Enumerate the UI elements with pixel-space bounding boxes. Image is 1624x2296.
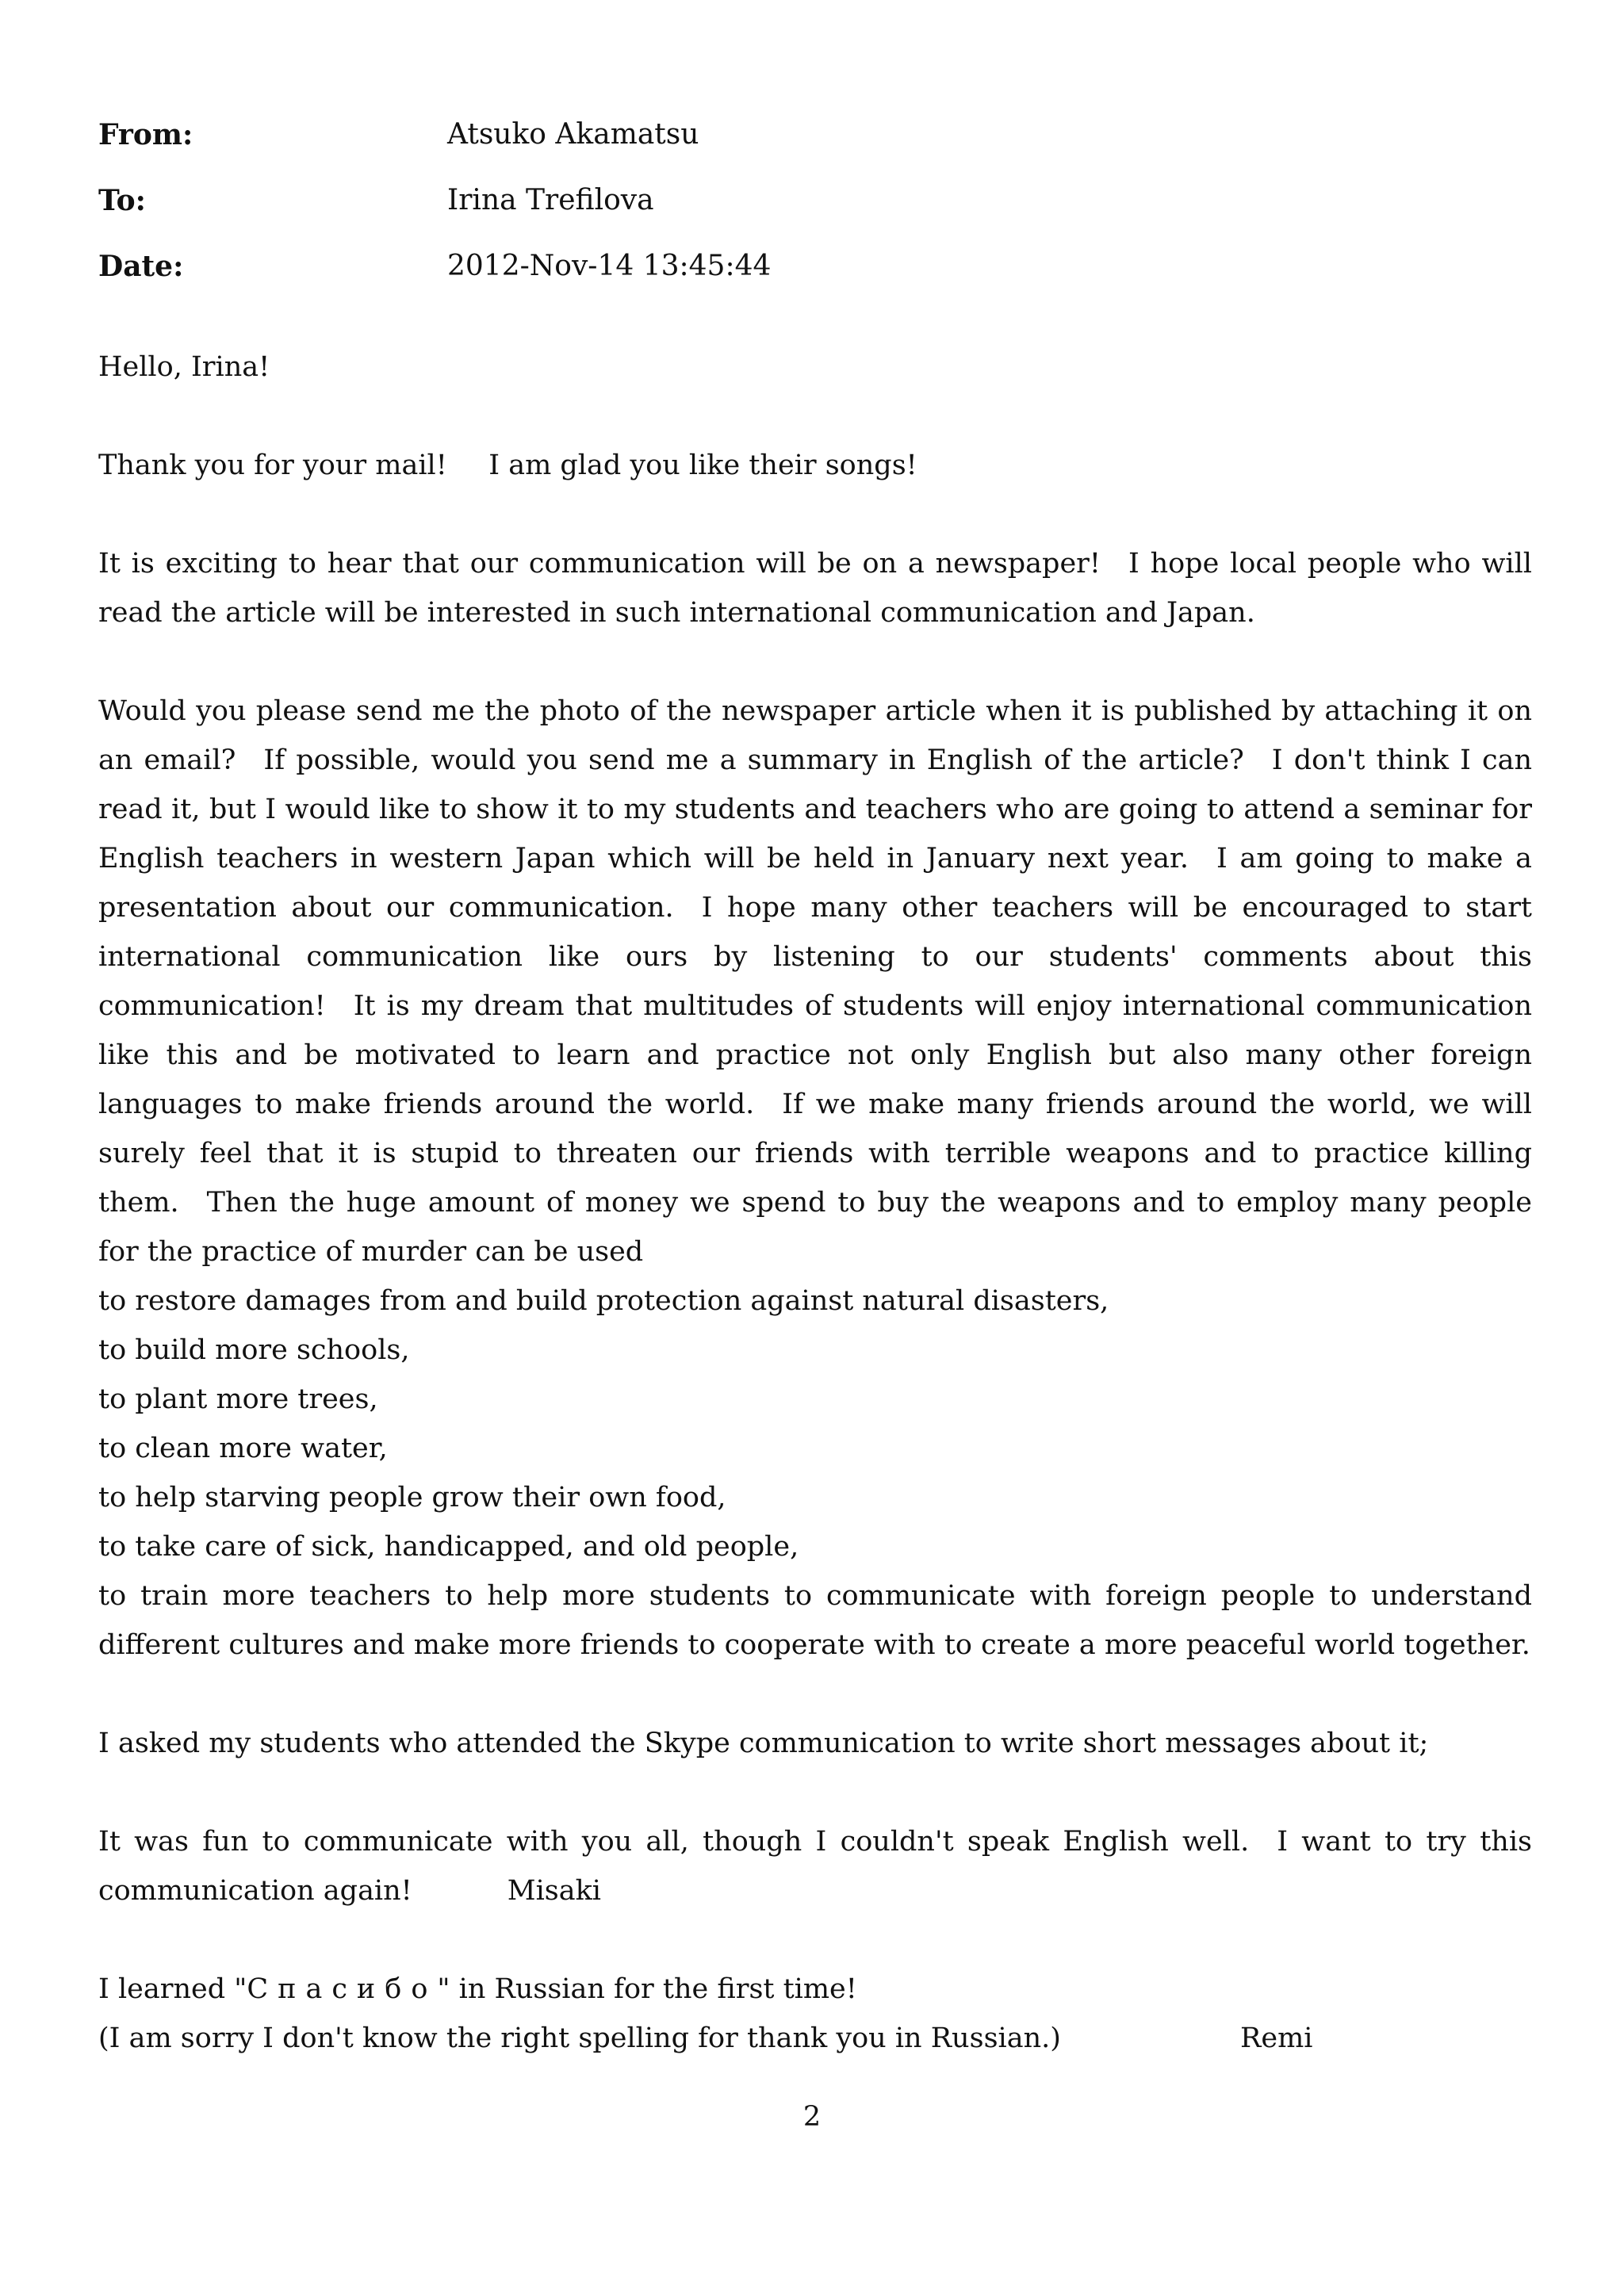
paragraph-thanks: Thank you for your mail! I am glad you like their songs! [98, 450, 917, 481]
date-value: 2012-Nov-14 13:45:44 [447, 250, 772, 282]
paragraph-newspaper: It is exciting to hear that our communication will be on a newspaper! I hope local people who will read the article will be interested in such international communication and Japan. [98, 548, 1532, 629]
message-body [98, 342, 1532, 2063]
message-misaki [98, 1817, 1532, 1915]
paragraph-request [98, 687, 1532, 1670]
paragraph-students: I asked my students who attended the Skype communication to write short messages about it; [98, 1728, 1429, 1759]
to-value: Irina Trefilova [447, 184, 654, 216]
remi-apology: (I am sorry I don't know the right spelling for thank you in Russian.) [98, 2022, 1061, 2054]
from-label: From: [98, 118, 193, 151]
list-item: to take care of sick, handicapped, and old people, [98, 1531, 799, 1563]
misaki-text: It was fun to communicate with you all, though I couldn't speak English well. I want to try this communication again! [98, 1826, 1532, 1907]
page-number: 2 [802, 2101, 822, 2133]
list-item: to plant more trees, [98, 1383, 378, 1415]
list-item: to build more schools, [98, 1334, 410, 1366]
remi-cyrillic-word: Спасибо [247, 1973, 438, 2005]
remi-line-2 [98, 2014, 1532, 2063]
from-value: Atsuko Akamatsu [447, 118, 699, 151]
remi-signature: Remi [1240, 2022, 1313, 2054]
remi-line-1 [98, 1965, 1532, 2014]
list-item: to clean more water, [98, 1433, 388, 1464]
message-remi [98, 1965, 1532, 2063]
remi-text-before: I learned " [98, 1973, 247, 2005]
paragraph-request-text: Would you please send me the photo of the newspaper article when it is published by attaching it on an email? If possible, would you send me a summary in English of the article? I don't think I can read it, but I would like to show it to my students and teachers who are going to attend a seminar for English teachers in western Japan which will be held in January next year. I am going to make a presentation about our communication. I hope many other teachers will be encouraged to start international communication like ours by listening to our students' comments about this communication! It is my dream that multitudes of students will enjoy international communication like this and be motivated to learn and practice not only English but also many other foreign languages to make friends around the world. If we make many friends around the world, we will surely feel that it is stupid to threaten our friends with terrible weapons and to practice killing them. Then the huge amount of money we spend to buy the weapons and to employ many people for the practice of murder can be used [98, 695, 1532, 1268]
remi-text-after: " in Russian for the first time! [437, 1973, 857, 2005]
date-label: Date: [98, 250, 184, 283]
misaki-signature: Misaki [507, 1875, 601, 1907]
greeting: Hello, Irina! [98, 351, 270, 383]
to-label: To: [98, 184, 146, 217]
list-item: to train more teachers to help more students to communicate with foreign people to understand different cultures and make more friends to cooperate with to create a more peaceful world together. [98, 1580, 1532, 1661]
list-item: to help starving people grow their own food, [98, 1482, 726, 1513]
list-item: to restore damages from and build protection against natural disasters, [98, 1285, 1109, 1317]
